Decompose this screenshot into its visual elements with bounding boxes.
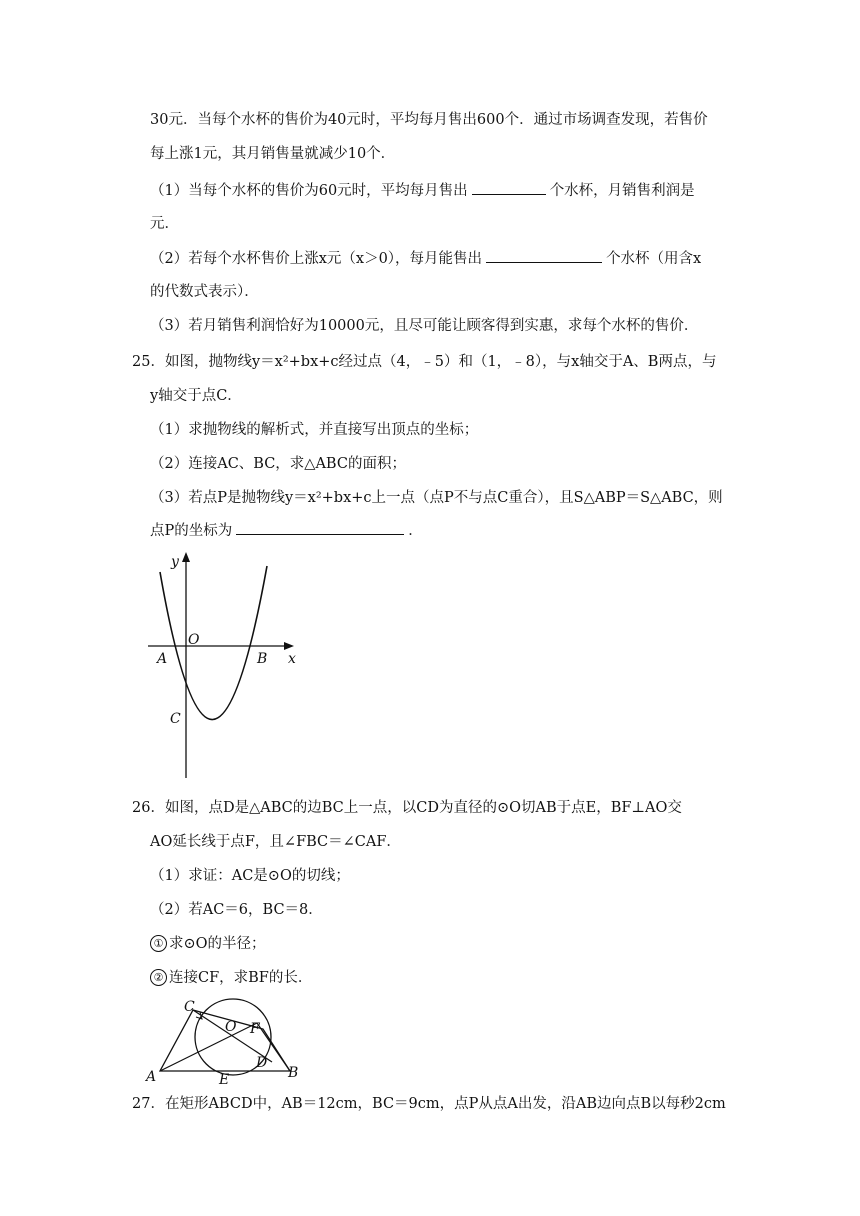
label-D: D: [256, 1055, 268, 1071]
text-line: 每上涨1元，其月销售量就减少10个．: [150, 146, 396, 162]
label-x: x: [288, 651, 296, 667]
answer-blank: [236, 520, 404, 535]
text-line: （3）若月销售利润恰好为10000元，且尽可能让顾客得到实惠，求每个水杯的售价．: [150, 318, 699, 334]
label-y: y: [171, 554, 179, 570]
text: 点P的坐标为: [150, 523, 233, 539]
text-line: （3）若点P是抛物线y＝x²+bx+c上一点（点P不与点C重合），且S△ABP＝S△ABC，则: [150, 490, 723, 506]
text-line: （2）若AC＝6，BC＝8．: [150, 902, 323, 918]
label-F: F: [250, 1021, 260, 1037]
marker: ①: [150, 935, 167, 952]
text-line: [150, 934, 266, 954]
question-25: 25．如图，抛物线y＝x²+bx+c经过点（4，﹣5）和（1，﹣8），与x轴交于A、B两点，与: [132, 354, 717, 370]
label-B: B: [257, 651, 268, 667]
text: 求⊙O的半径；: [169, 936, 266, 952]
text: 个水杯（用含x: [606, 251, 702, 267]
segment-AF: [160, 1023, 257, 1071]
text-line: [150, 180, 695, 201]
label-A: A: [157, 651, 168, 667]
label-E: E: [219, 1072, 230, 1088]
text: ．: [408, 523, 423, 539]
label-O: O: [225, 1019, 237, 1035]
text-line: （1）求证：AC是⊙O的切线；: [150, 868, 350, 884]
text-line: （2）连接AC、BC，求△ABC的面积；: [150, 456, 406, 472]
label-C: C: [184, 999, 195, 1015]
label-C: C: [170, 711, 181, 727]
question-26: 26．如图，点D是△ABC的边BC上一点，以CD为直径的⊙O切AB于点E，BF⊥AO交: [132, 800, 682, 816]
y-arrow: [182, 552, 190, 562]
text: （2）若每个水杯售价上涨x元（x＞0），每月能售出: [150, 251, 483, 267]
text: 个水杯，月销售利润是: [549, 183, 695, 199]
circle-figure: [140, 995, 310, 1090]
answer-blank: [486, 248, 602, 263]
marker: ②: [150, 969, 167, 986]
question-27: 27．在矩形ABCD中，AB＝12cm，BC＝9cm，点P从点A出发，沿AB边向点B以每秒2cm: [132, 1096, 726, 1112]
text-line: [150, 968, 312, 988]
text-line: AO延长线于点F，且∠FBC＝∠CAF．: [150, 834, 401, 850]
label-O: O: [188, 632, 200, 648]
x-arrow: [284, 642, 294, 650]
label-B: B: [288, 1065, 299, 1081]
text: 连接CF，求BF的长．: [169, 970, 313, 986]
text-line: 元．: [150, 216, 179, 232]
text-line: [150, 520, 423, 541]
text-line: y轴交于点C．: [150, 388, 242, 404]
text: （1）当每个水杯的售价为60元时，平均每月售出: [150, 183, 468, 199]
text-line: （1）求抛物线的解析式，并直接写出顶点的坐标；: [150, 422, 479, 438]
text-line: 30元．当每个水杯的售价为40元时，平均每月售出600个．通过市场调查发现，若售价: [150, 112, 708, 128]
text-line: 的代数式表示）．: [150, 284, 259, 300]
parabola-curve: [160, 566, 267, 720]
answer-blank: [472, 180, 546, 195]
label-A: A: [146, 1069, 157, 1085]
parabola-figure: [140, 550, 310, 785]
text-line: [150, 248, 701, 269]
